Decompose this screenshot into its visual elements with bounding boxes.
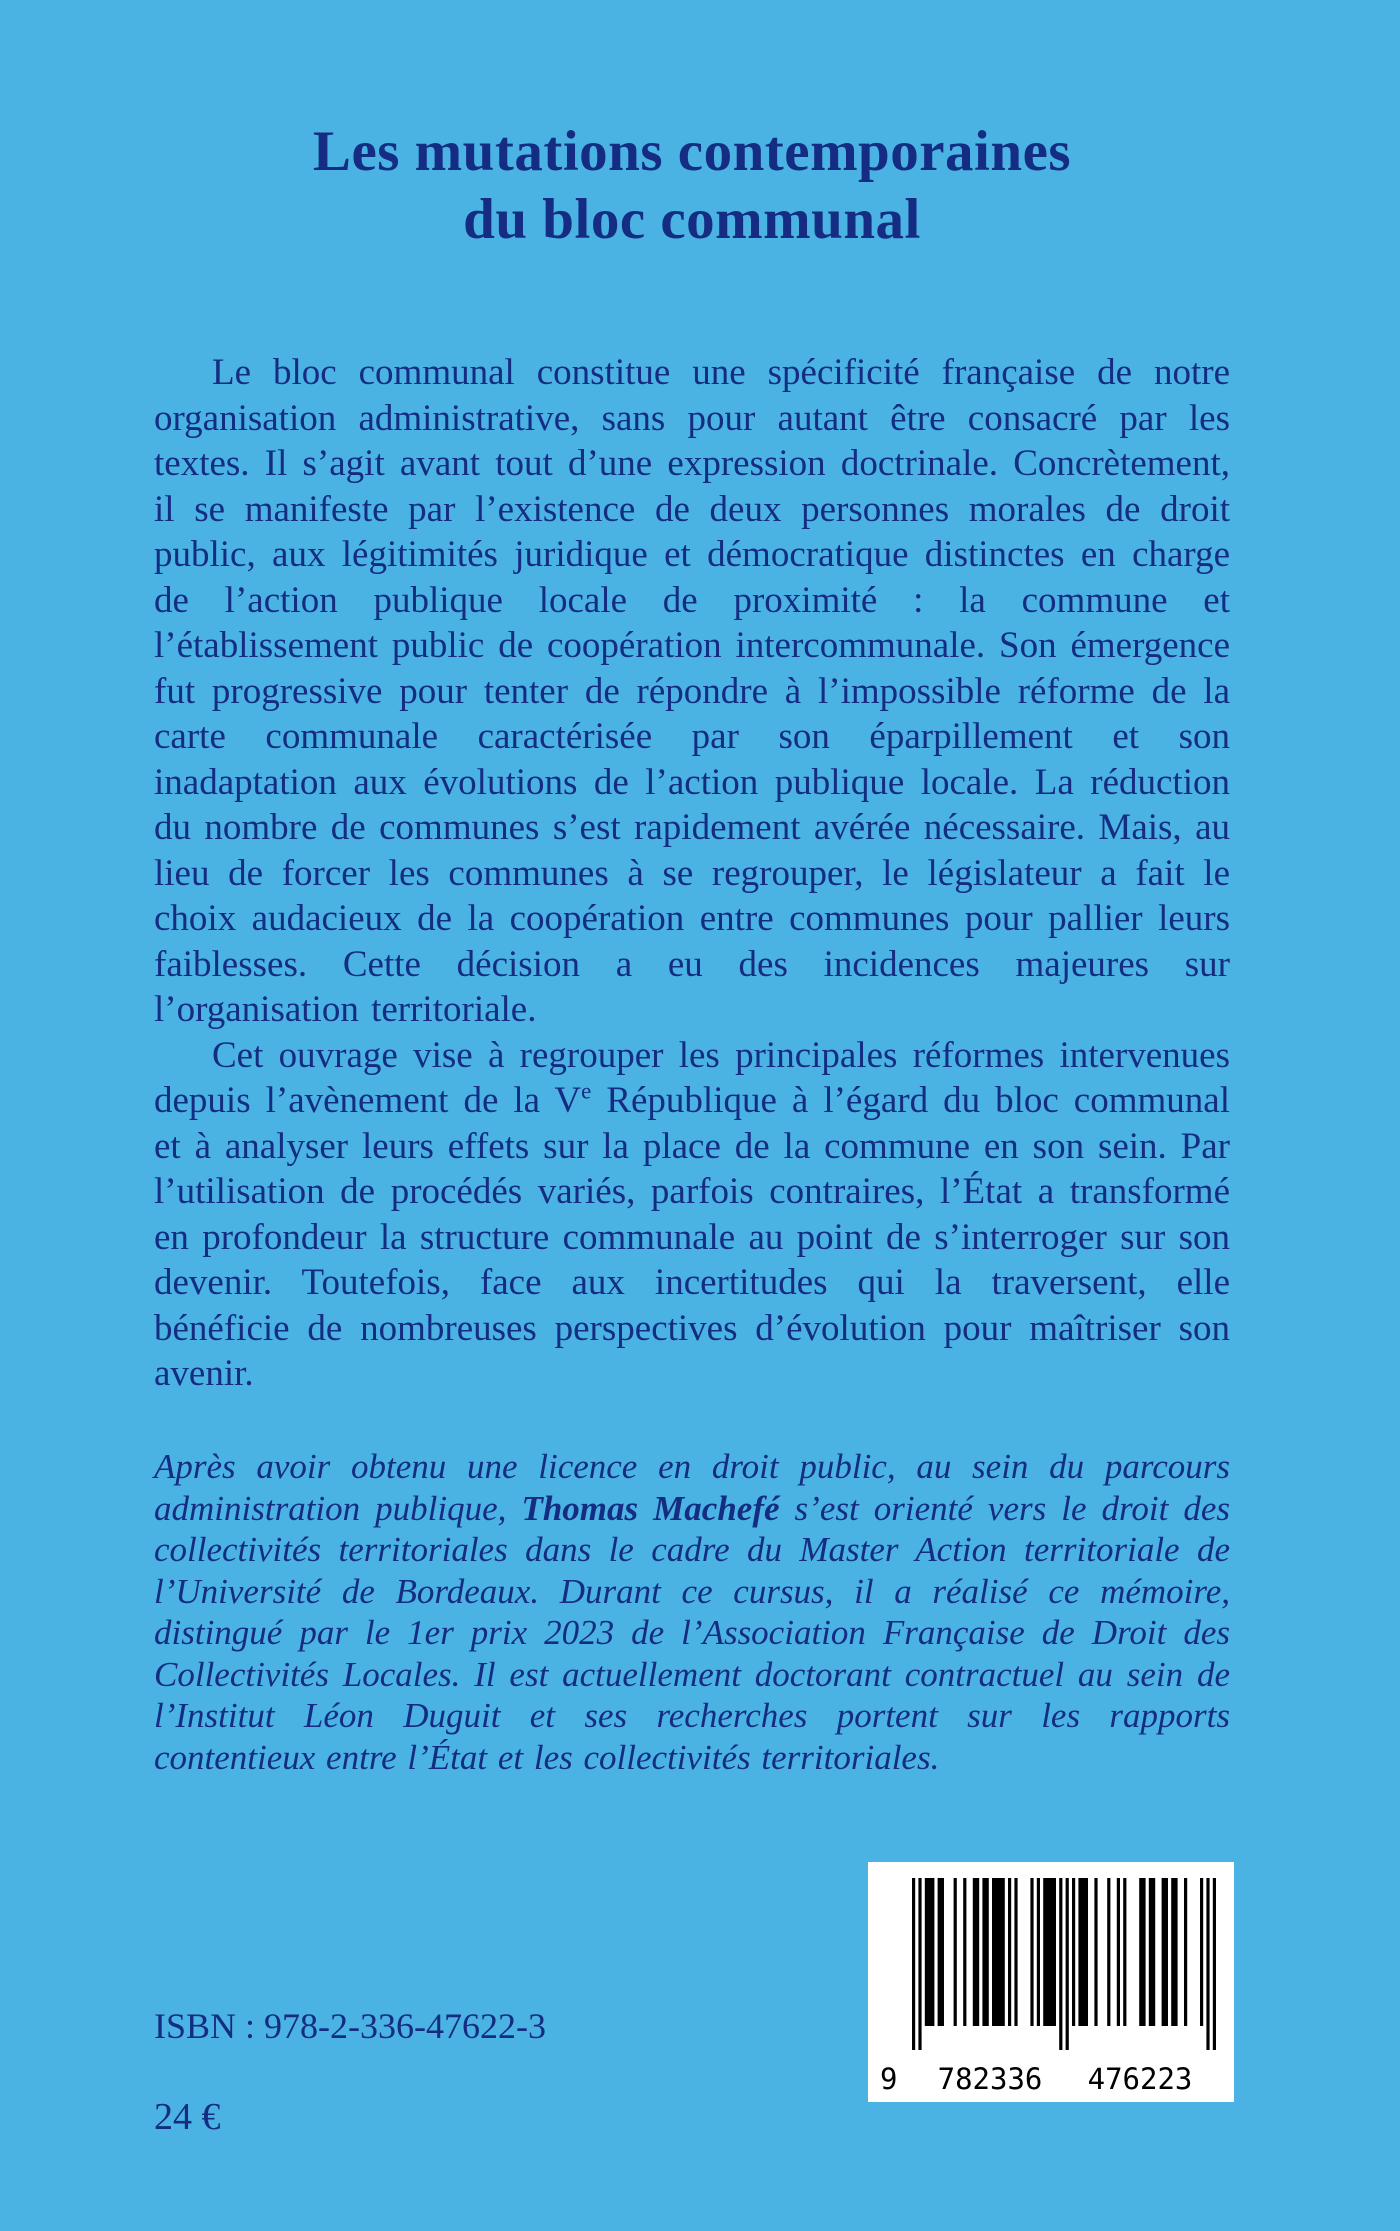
barcode-digits bbox=[868, 2062, 1234, 2096]
author-bio bbox=[154, 1446, 1230, 1778]
superscript-e: e bbox=[581, 1078, 592, 1104]
synopsis bbox=[154, 350, 1230, 1397]
isbn: ISBN : 978-2-336-47622-3 bbox=[154, 2006, 546, 2046]
synopsis-paragraph-2-text: Cet ouvrage vise à regrouper les principales réformes intervenues depuis l’avènement de la V bbox=[154, 1034, 1230, 1121]
barcode-digit-group-3: 476223 bbox=[1087, 2062, 1193, 2096]
author-bio-text: Après avoir obtenu une licence en droit public, au sein du parcours administration publique, bbox=[154, 1447, 1230, 1528]
synopsis-paragraph-2 bbox=[154, 1033, 1230, 1397]
barcode-svg bbox=[912, 1878, 1216, 2050]
barcode-digit-group-1: 9 bbox=[880, 2062, 898, 2096]
price: 24 € bbox=[154, 2096, 221, 2138]
author-bio-continuation: s’est orienté vers le droit des collectivités territoriales dans le cadre du Master Action territoriale de l’Université de Bordeaux. Durant ce cursus, il a réalisé ce mémoire, distingué par le 1er prix 2023 de l’Association Française de Droit des Collectivités Locales. Il est actuellement doctorant contractuel au sein de l’Institut Léon Duguit et ses recherches portent sur les rapports contentieux entre l’État et les collectivités territoriales. bbox=[154, 1488, 1230, 1777]
book-title-line-1: Les mutations contemporaines bbox=[312, 120, 1072, 183]
barcode-digit-group-2: 782336 bbox=[937, 2062, 1043, 2096]
author-name: Thomas Machefé bbox=[521, 1488, 780, 1528]
book-title-line-2: du bloc communal bbox=[463, 188, 921, 251]
synopsis-paragraph-1: Le bloc communal constitue une spécificité française de notre organisation administrative, sans pour autant être consacré par les textes. Il s’agit avant tout d’une expression doctrinale. Concrètement, il se manifeste par l’existence de deux personnes morales de droit public, aux légitimités juridique et démocratique distinctes en charge de l’action publique locale de proximité : la commune et l’établissement public de coopération intercommunale. Son émergence fut progressive pour tenter de répondre à l’impossible réforme de la carte communale caractérisée par son éparpillement et son inadaptation aux évolutions de l’action publique locale. La réduction du nombre de communes s’est rapidement avérée nécessaire. Mais, au lieu de forcer les communes à se regrouper, le législateur a fait le choix audacieux de la coopération entre communes pour pallier leurs faiblesses. Cette décision a eu des incidences majeures sur l’organisation territoriale. bbox=[154, 352, 1230, 1030]
barcode-panel bbox=[868, 1862, 1234, 2102]
synopsis-paragraph-2-continuation: République à l’égard du bloc communal et à analyser leurs effets sur la place de la commune en son sein. Par l’utilisation de procédés variés, parfois contraires, l’État a transformé en profondeur la structure communale au point de s’interroger sur son devenir. Toutefois, face aux incertitudes qui la traversent, elle bénéficie de nombreuses perspectives d’évolution pour maîtriser son avenir. bbox=[154, 1080, 1230, 1394]
book-title bbox=[154, 118, 1230, 254]
